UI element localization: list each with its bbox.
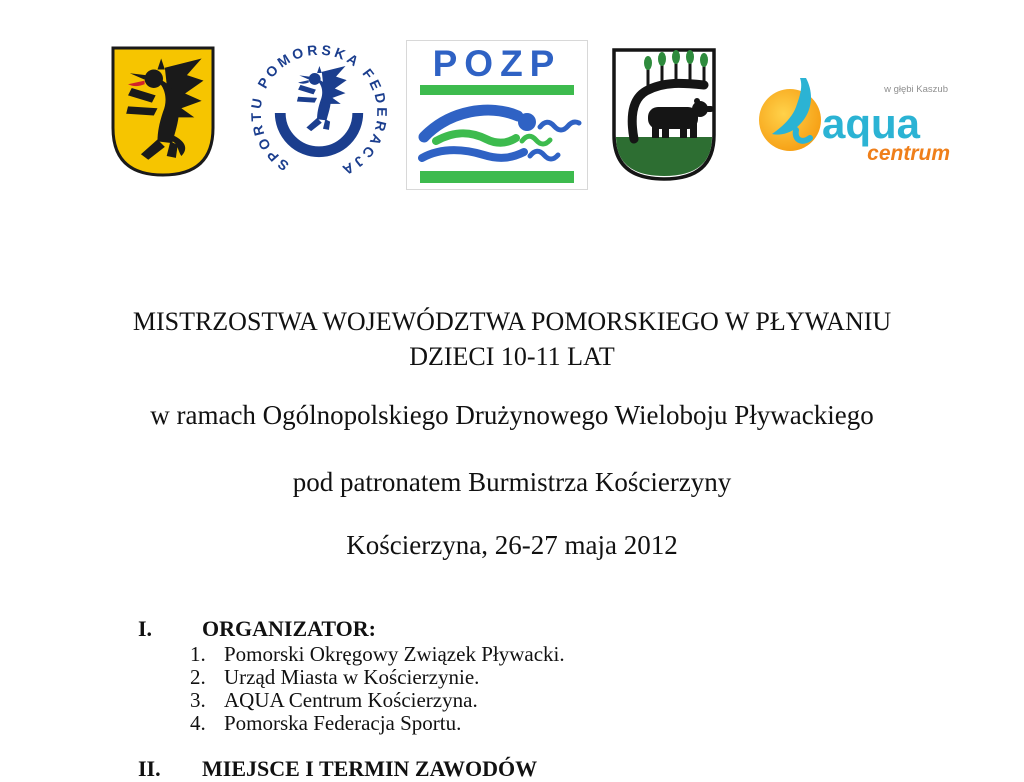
aqua-wordmark: aqua xyxy=(822,100,921,147)
aqua-tagline: w głębi Kaszub xyxy=(884,84,948,95)
section-2-title: MIEJSCE I TERMIN ZAWODÓW xyxy=(202,756,538,781)
list-item xyxy=(190,712,565,735)
document-subtitle-date-place: Kościerzyna, 26-27 maja 2012 xyxy=(346,530,678,560)
pozp-logo xyxy=(406,40,588,195)
koscierzyna-coat-of-arms-icon xyxy=(608,45,720,185)
aqua-centrum-logo xyxy=(750,70,954,175)
document-title-line1: MISTRZOSTWA WOJEWÓDZTWA POMORSKIEGO W PŁYWANIU xyxy=(132,307,892,336)
pomorskie-coat-of-arms-icon xyxy=(108,44,218,180)
section-2-numeral: II. xyxy=(138,756,161,781)
pozp-icon xyxy=(406,40,588,190)
pomorskie-coat-of-arms-logo xyxy=(108,44,218,185)
list-item-text: Pomorski Okręgowy Związek Pływacki. xyxy=(224,642,565,666)
koscierzyna-coat-of-arms-logo xyxy=(608,45,720,190)
pozp-label: POZP xyxy=(432,43,562,84)
list-item-number: 3. xyxy=(190,688,206,712)
aqua-centrum-icon xyxy=(750,70,954,170)
federacja-circle-text: SPORTU POMORSKA FEDERACJA xyxy=(249,43,389,180)
document-subtitle-framework: w ramach Ogólnopolskiego Drużynowego Wieloboju Pływackiego xyxy=(150,400,874,430)
list-item xyxy=(190,643,565,666)
pomorska-federacja-sportu-icon xyxy=(249,43,389,183)
document-title-line2: DZIECI 10-11 LAT xyxy=(409,342,615,371)
list-item-text: AQUA Centrum Kościerzyna. xyxy=(224,688,478,712)
list-item-number: 2. xyxy=(190,665,206,689)
section-2-heading xyxy=(138,756,537,782)
centrum-wordmark: centrum xyxy=(867,142,950,165)
section-1-numeral: I. xyxy=(138,616,153,641)
section-1-title: ORGANIZATOR: xyxy=(202,616,376,641)
list-item-number: 1. xyxy=(190,642,206,666)
list-item xyxy=(190,666,565,689)
section-1-heading xyxy=(138,616,376,642)
list-item-text: Urząd Miasta w Kościerzynie. xyxy=(224,665,480,689)
document-subtitle-patronage: pod patronatem Burmistrza Kościerzyny xyxy=(292,467,732,497)
section-1-items xyxy=(190,643,565,735)
list-item xyxy=(190,689,565,712)
pomorska-federacja-sportu-logo xyxy=(249,43,389,188)
list-item-text: Pomorska Federacja Sportu. xyxy=(224,711,462,735)
list-item-number: 4. xyxy=(190,711,206,735)
